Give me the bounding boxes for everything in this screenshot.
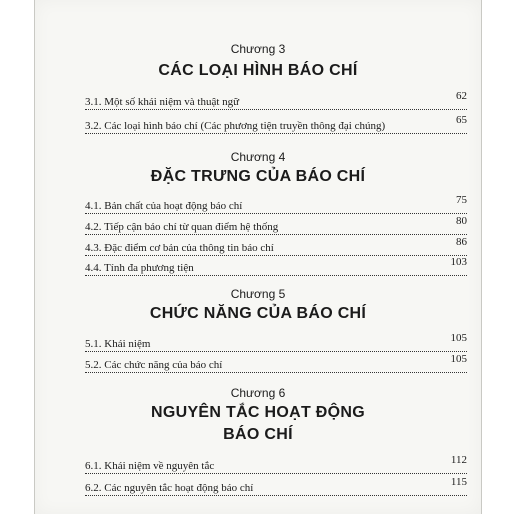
chapter-5-title: CHỨC NĂNG CỦA BÁO CHÍ	[149, 305, 367, 322]
book-page	[34, 0, 482, 514]
toc-entry-3-2	[85, 114, 467, 136]
chapter-6-title: NGUYÊN TẮC HOẠT ĐỘNG	[151, 404, 365, 421]
toc-entry-title: 4.4. Tính đa phương tiện	[85, 262, 194, 274]
dot-leader	[85, 351, 467, 352]
chapter-6-label: Chương 6	[230, 386, 286, 400]
toc-entry-4-1	[85, 194, 467, 216]
toc-entry-title: 4.3. Đặc điểm cơ bản của thông tin báo chí	[85, 242, 274, 254]
toc-entry-page: 86	[456, 236, 467, 248]
toc-entry-page: 105	[450, 332, 467, 344]
chapter-3-title: CÁC LOẠI HÌNH BÁO CHÍ	[158, 62, 358, 79]
toc-entry-4-3	[85, 236, 467, 258]
chapter-5-label: Chương 5	[230, 287, 286, 301]
toc-entry-6-2	[85, 476, 467, 498]
toc-entry-page: 112	[450, 454, 467, 466]
toc-entry-5-1	[85, 332, 467, 354]
chapter-4-label: Chương 4	[230, 150, 286, 164]
toc-entry-page: 75	[456, 194, 467, 206]
toc-entry-title: 3.2. Các loại hình báo chí (Các phương tiện truyền thông đại chúng)	[85, 120, 386, 132]
dot-leader	[85, 109, 467, 110]
dot-leader	[85, 234, 467, 235]
toc-entry-title: 6.1. Khái niệm về nguyên tắc	[85, 460, 215, 472]
chapter-4-title: ĐẶC TRƯNG CỦA BÁO CHÍ	[150, 168, 366, 185]
toc-entry-page: 62	[456, 90, 467, 102]
toc-entry-page: 80	[456, 215, 467, 227]
dot-leader	[85, 133, 467, 134]
toc-entry-page: 105	[450, 353, 467, 365]
toc-entry-6-1	[85, 454, 467, 476]
dot-leader	[85, 372, 467, 373]
toc-entry-title: 4.2. Tiếp cận báo chí từ quan điểm hệ thống	[85, 221, 279, 233]
dot-leader	[85, 473, 467, 474]
toc-entry-title: 4.1. Bản chất của hoạt động báo chí	[85, 200, 243, 212]
toc-entry-title: 6.2. Các nguyên tắc hoạt động báo chí	[85, 482, 254, 494]
toc-entry-page: 115	[450, 476, 467, 488]
toc-entry-page: 103	[450, 256, 467, 268]
chapter-6-title-line2: BÁO CHÍ	[223, 426, 293, 443]
dot-leader	[85, 495, 467, 496]
toc-entry-title: 5.2. Các chức năng của báo chí	[85, 359, 223, 371]
toc-entry-4-4	[85, 256, 467, 278]
toc-entry-title: 5.1. Khái niệm	[85, 338, 151, 350]
toc-entry-3-1	[85, 90, 467, 112]
toc-entry-title: 3.1. Một số khái niệm và thuật ngữ	[85, 96, 240, 108]
toc-entry-page: 65	[456, 114, 467, 126]
toc-entry-5-2	[85, 353, 467, 375]
toc-entry-4-2	[85, 215, 467, 237]
dot-leader	[85, 275, 467, 276]
chapter-3-label: Chương 3	[230, 42, 286, 56]
dot-leader	[85, 255, 467, 256]
dot-leader	[85, 213, 467, 214]
